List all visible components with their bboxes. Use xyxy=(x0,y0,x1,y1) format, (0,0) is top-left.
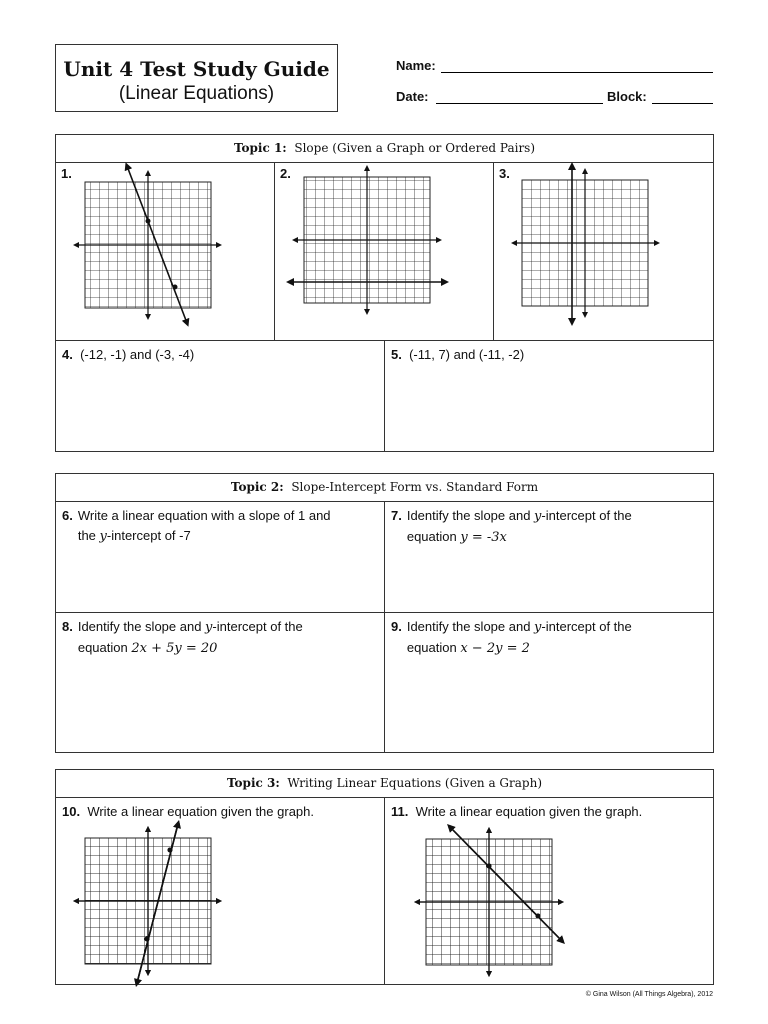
question-8-equation: 2x + 5y = 20 xyxy=(131,641,218,656)
page-title: Unit 4 Test Study Guide xyxy=(63,57,330,81)
graph-3 xyxy=(514,166,657,322)
question-10-cell xyxy=(56,798,385,984)
question-9-text-b: equation xyxy=(406,640,461,655)
question-8-text-b: equation xyxy=(77,640,132,655)
topic-3-title: Writing Linear Equations (Given a Graph) xyxy=(287,776,542,790)
question-7-equation: y = -3x xyxy=(460,530,507,545)
question-2-number: 2. xyxy=(280,166,291,181)
question-9-text-a1: Identify the slope and xyxy=(406,619,535,634)
question-10-text: Write a linear equation given the graph. xyxy=(87,804,314,819)
topic-2-section xyxy=(55,473,714,753)
topic-1-label: Topic 1: xyxy=(233,141,287,155)
name-label: Name: xyxy=(396,58,436,73)
page-subtitle: (Linear Equations) xyxy=(118,83,275,104)
question-7-text-b: equation xyxy=(406,529,461,544)
question-6-text-b2: -intercept of -7 xyxy=(106,528,191,543)
question-6-text-b1: the xyxy=(77,528,100,543)
topic-3-section xyxy=(55,769,714,985)
question-11-cell xyxy=(385,798,713,984)
question-7-cell xyxy=(385,502,713,613)
question-11-number: 11. xyxy=(391,804,409,819)
question-4-text: (-12, -1) and (-3, -4) xyxy=(80,347,195,362)
question-6-number: 6. xyxy=(62,508,73,523)
question-6-text-a: Write a linear equation with a slope of 1 and xyxy=(77,508,331,523)
question-9-cell xyxy=(385,613,713,752)
question-9-var: y xyxy=(534,620,542,635)
topic-3-label: Topic 3: xyxy=(227,776,280,790)
graph-2 xyxy=(290,168,445,312)
question-10-number: 10. xyxy=(62,804,81,819)
topic-2-title: Slope-Intercept Form vs. Standard Form xyxy=(291,480,539,494)
question-8-text-a1: Identify the slope and xyxy=(77,619,206,634)
question-9-number: 9. xyxy=(391,619,402,634)
date-label: Date: xyxy=(396,89,429,104)
question-8-cell xyxy=(56,613,385,752)
question-11-text: Write a linear equation given the graph. xyxy=(415,804,643,819)
question-5-number: 5. xyxy=(391,347,402,362)
block-label: Block: xyxy=(607,89,647,104)
question-8-text-a2: -intercept of the xyxy=(212,619,303,634)
graph-1 xyxy=(76,166,219,323)
question-5-text: (-11, 7) and (-11, -2) xyxy=(409,347,525,362)
question-8-number: 8. xyxy=(62,619,73,634)
question-9-equation: x − 2y = 2 xyxy=(460,641,530,656)
question-7-number: 7. xyxy=(391,508,402,523)
question-9-text-a2: -intercept of the xyxy=(541,619,632,634)
question-3-number: 3. xyxy=(499,166,510,181)
question-8-var: y xyxy=(205,620,213,635)
topic-3-header xyxy=(56,770,713,798)
question-6-var: y xyxy=(99,529,107,544)
question-4-number: 4. xyxy=(62,347,73,362)
topic-2-header xyxy=(56,474,713,502)
question-7-var: y xyxy=(534,509,542,524)
question-1-number: 1. xyxy=(61,166,72,181)
topic-1-title: Slope (Given a Graph or Ordered Pairs) xyxy=(294,141,536,155)
copyright: © Gina Wilson (All Things Algebra), 2012 xyxy=(585,991,713,998)
question-7-text-a2: -intercept of the xyxy=(541,508,632,523)
topic-2-label: Topic 2: xyxy=(230,480,284,494)
question-6-cell xyxy=(56,502,385,613)
question-7-text-a1: Identify the slope and xyxy=(406,508,535,523)
